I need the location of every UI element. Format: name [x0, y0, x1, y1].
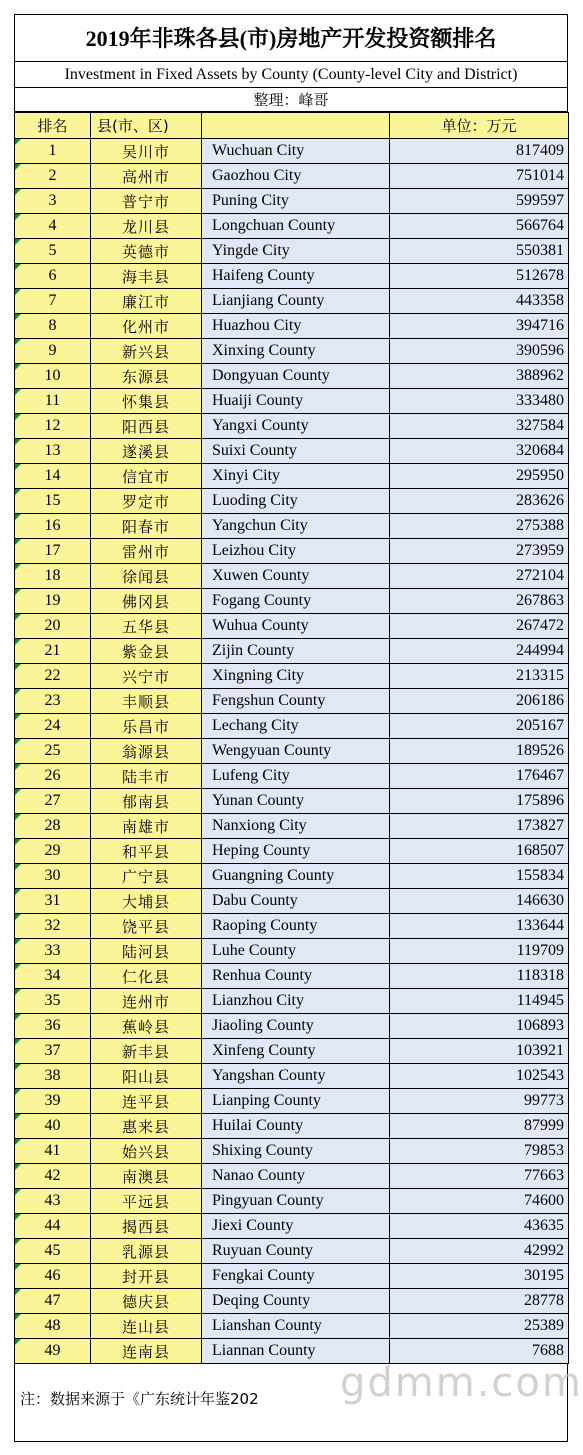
investment-value-cell: 205167	[390, 714, 569, 739]
county-name-cell: 龙川县	[91, 214, 202, 239]
table-row	[15, 214, 569, 239]
county-name-cell: 蕉岭县	[91, 1014, 202, 1039]
table-row	[15, 539, 569, 564]
table-header-row	[15, 113, 569, 139]
english-name-cell: Xinfeng County	[202, 1039, 390, 1064]
english-name-cell: Xuwen County	[202, 564, 390, 589]
header-county: 县(市、区)	[91, 113, 202, 139]
investment-value-cell: 189526	[390, 739, 569, 764]
table-row	[15, 1114, 569, 1139]
english-name-cell: Leizhou City	[202, 539, 390, 564]
table-row	[15, 514, 569, 539]
english-name-cell: Luoding City	[202, 489, 390, 514]
county-name-cell: 南雄市	[91, 814, 202, 839]
english-name-cell: Renhua County	[202, 964, 390, 989]
county-name-cell: 惠来县	[91, 1114, 202, 1139]
investment-value-cell: 320684	[390, 439, 569, 464]
county-name-cell: 和平县	[91, 839, 202, 864]
rank-cell: 16	[15, 514, 91, 539]
table-row	[15, 864, 569, 889]
rank-cell: 32	[15, 914, 91, 939]
rank-cell: 37	[15, 1039, 91, 1064]
investment-value-cell: 77663	[390, 1164, 569, 1189]
table-row	[15, 939, 569, 964]
investment-value-cell: 566764	[390, 214, 569, 239]
english-name-cell: Jiaoling County	[202, 1014, 390, 1039]
english-name-cell: Lianzhou City	[202, 989, 390, 1014]
english-name-cell: Xinyi City	[202, 464, 390, 489]
county-name-cell: 廉江市	[91, 289, 202, 314]
table-row	[15, 889, 569, 914]
table-row	[15, 989, 569, 1014]
investment-value-cell: 87999	[390, 1114, 569, 1139]
table-row	[15, 489, 569, 514]
table-row	[15, 1064, 569, 1089]
table-row	[15, 564, 569, 589]
county-name-cell: 广宁县	[91, 864, 202, 889]
table-row	[15, 614, 569, 639]
english-name-cell: Wengyuan County	[202, 739, 390, 764]
table-row	[15, 1039, 569, 1064]
investment-value-cell: 74600	[390, 1189, 569, 1214]
english-name-cell: Zijin County	[202, 639, 390, 664]
table-row	[15, 789, 569, 814]
county-name-cell: 信宜市	[91, 464, 202, 489]
rank-cell: 26	[15, 764, 91, 789]
source-note: 注：数据来源于《广东统计年鉴202	[20, 1390, 259, 1408]
table-row	[15, 764, 569, 789]
rank-cell: 10	[15, 364, 91, 389]
investment-value-cell: 244994	[390, 639, 569, 664]
watermark: gdmm.com	[340, 1360, 583, 1406]
county-name-cell: 东源县	[91, 364, 202, 389]
english-name-cell: Yangshan County	[202, 1064, 390, 1089]
county-name-cell: 罗定市	[91, 489, 202, 514]
rank-cell: 6	[15, 264, 91, 289]
county-name-cell: 连南县	[91, 1339, 202, 1364]
english-name-cell: Fengshun County	[202, 689, 390, 714]
rank-cell: 20	[15, 614, 91, 639]
table-row	[15, 389, 569, 414]
table-row	[15, 1139, 569, 1164]
investment-value-cell: 599597	[390, 189, 569, 214]
english-name-cell: Wuchuan City	[202, 139, 390, 164]
investment-value-cell: 118318	[390, 964, 569, 989]
investment-value-cell: 327584	[390, 414, 569, 439]
rank-cell: 30	[15, 864, 91, 889]
rank-cell: 39	[15, 1089, 91, 1114]
county-name-cell: 翁源县	[91, 739, 202, 764]
table-row	[15, 914, 569, 939]
county-name-cell: 平远县	[91, 1189, 202, 1214]
county-name-cell: 仁化县	[91, 964, 202, 989]
investment-value-cell: 388962	[390, 364, 569, 389]
rank-cell: 18	[15, 564, 91, 589]
rank-cell: 35	[15, 989, 91, 1014]
investment-value-cell: 394716	[390, 314, 569, 339]
investment-value-cell: 99773	[390, 1089, 569, 1114]
investment-value-cell: 7688	[390, 1339, 569, 1364]
investment-value-cell: 25389	[390, 1314, 569, 1339]
table-row	[15, 364, 569, 389]
table-row	[15, 1189, 569, 1214]
investment-value-cell: 114945	[390, 989, 569, 1014]
table-row	[15, 189, 569, 214]
county-name-cell: 佛冈县	[91, 589, 202, 614]
county-name-cell: 揭西县	[91, 1214, 202, 1239]
english-name-cell: Dongyuan County	[202, 364, 390, 389]
county-name-cell: 雷州市	[91, 539, 202, 564]
county-name-cell: 乳源县	[91, 1239, 202, 1264]
english-name-cell: Liannan County	[202, 1339, 390, 1364]
table-row	[15, 1239, 569, 1264]
investment-value-cell: 267472	[390, 614, 569, 639]
page-title: 2019年非珠各县(市)房地产开发投资额排名	[14, 14, 568, 62]
table-row	[15, 664, 569, 689]
rank-cell: 7	[15, 289, 91, 314]
english-name-cell: Yingde City	[202, 239, 390, 264]
rank-cell: 11	[15, 389, 91, 414]
english-name-cell: Longchuan County	[202, 214, 390, 239]
rank-cell: 21	[15, 639, 91, 664]
investment-value-cell: 817409	[390, 139, 569, 164]
county-name-cell: 阳山县	[91, 1064, 202, 1089]
rank-cell: 8	[15, 314, 91, 339]
investment-value-cell: 42992	[390, 1239, 569, 1264]
rank-cell: 2	[15, 164, 91, 189]
rank-cell: 38	[15, 1064, 91, 1089]
rank-cell: 17	[15, 539, 91, 564]
county-name-cell: 海丰县	[91, 264, 202, 289]
header-rank: 排名	[15, 113, 91, 139]
county-name-cell: 陆河县	[91, 939, 202, 964]
english-name-cell: Ruyuan County	[202, 1239, 390, 1264]
investment-value-cell: 272104	[390, 564, 569, 589]
english-name-cell: Nanao County	[202, 1164, 390, 1189]
english-name-cell: Lianping County	[202, 1089, 390, 1114]
english-name-cell: Heping County	[202, 839, 390, 864]
rank-cell: 41	[15, 1139, 91, 1164]
county-name-cell: 连平县	[91, 1089, 202, 1114]
rank-cell: 36	[15, 1014, 91, 1039]
english-name-cell: Lianshan County	[202, 1314, 390, 1339]
rank-cell: 34	[15, 964, 91, 989]
rank-cell: 24	[15, 714, 91, 739]
rank-cell: 43	[15, 1189, 91, 1214]
rank-cell: 13	[15, 439, 91, 464]
county-name-cell: 阳春市	[91, 514, 202, 539]
english-name-cell: Raoping County	[202, 914, 390, 939]
investment-value-cell: 30195	[390, 1264, 569, 1289]
rank-cell: 22	[15, 664, 91, 689]
county-name-cell: 普宁市	[91, 189, 202, 214]
table-row	[15, 639, 569, 664]
table-row	[15, 1164, 569, 1189]
english-name-cell: Lufeng City	[202, 764, 390, 789]
table-row	[15, 814, 569, 839]
investment-value-cell: 155834	[390, 864, 569, 889]
investment-value-cell: 283626	[390, 489, 569, 514]
county-name-cell: 遂溪县	[91, 439, 202, 464]
investment-value-cell: 333480	[390, 389, 569, 414]
english-name-cell: Guangning County	[202, 864, 390, 889]
investment-value-cell: 28778	[390, 1289, 569, 1314]
table-row	[15, 1089, 569, 1114]
english-name-cell: Suixi County	[202, 439, 390, 464]
county-name-cell: 始兴县	[91, 1139, 202, 1164]
investment-value-cell: 295950	[390, 464, 569, 489]
ranking-table	[14, 112, 569, 1364]
county-name-cell: 化州市	[91, 314, 202, 339]
english-name-cell: Xinxing County	[202, 339, 390, 364]
investment-value-cell: 173827	[390, 814, 569, 839]
county-name-cell: 高州市	[91, 164, 202, 189]
county-name-cell: 英德市	[91, 239, 202, 264]
investment-value-cell: 103921	[390, 1039, 569, 1064]
table-body	[15, 139, 569, 1364]
rank-cell: 9	[15, 339, 91, 364]
county-name-cell: 乐昌市	[91, 714, 202, 739]
investment-value-cell: 176467	[390, 764, 569, 789]
rank-cell: 12	[15, 414, 91, 439]
investment-value-cell: 213315	[390, 664, 569, 689]
county-name-cell: 封开县	[91, 1264, 202, 1289]
english-name-cell: Nanxiong City	[202, 814, 390, 839]
investment-value-cell: 751014	[390, 164, 569, 189]
investment-value-cell: 267863	[390, 589, 569, 614]
rank-cell: 29	[15, 839, 91, 864]
rank-cell: 47	[15, 1289, 91, 1314]
table-row	[15, 464, 569, 489]
rank-cell: 42	[15, 1164, 91, 1189]
investment-value-cell: 390596	[390, 339, 569, 364]
county-name-cell: 连州市	[91, 989, 202, 1014]
table-row	[15, 264, 569, 289]
investment-value-cell: 168507	[390, 839, 569, 864]
table-row	[15, 164, 569, 189]
english-name-cell: Deqing County	[202, 1289, 390, 1314]
investment-value-cell: 443358	[390, 289, 569, 314]
rank-cell: 5	[15, 239, 91, 264]
table-row	[15, 239, 569, 264]
english-name-cell: Yangchun City	[202, 514, 390, 539]
county-name-cell: 新丰县	[91, 1039, 202, 1064]
county-name-cell: 郁南县	[91, 789, 202, 814]
english-name-cell: Lechang City	[202, 714, 390, 739]
english-name-cell: Huazhou City	[202, 314, 390, 339]
english-name-cell: Fengkai County	[202, 1264, 390, 1289]
rank-cell: 49	[15, 1339, 91, 1364]
investment-value-cell: 206186	[390, 689, 569, 714]
english-name-cell: Huilai County	[202, 1114, 390, 1139]
rank-cell: 45	[15, 1239, 91, 1264]
rank-cell: 40	[15, 1114, 91, 1139]
investment-value-cell: 275388	[390, 514, 569, 539]
english-name-cell: Huaiji County	[202, 389, 390, 414]
investment-value-cell: 146630	[390, 889, 569, 914]
investment-value-cell: 102543	[390, 1064, 569, 1089]
rank-cell: 48	[15, 1314, 91, 1339]
rank-cell: 27	[15, 789, 91, 814]
rank-cell: 31	[15, 889, 91, 914]
county-name-cell: 饶平县	[91, 914, 202, 939]
english-name-cell: Jiexi County	[202, 1214, 390, 1239]
english-name-cell: Puning City	[202, 189, 390, 214]
investment-value-cell: 512678	[390, 264, 569, 289]
table-row	[15, 1264, 569, 1289]
county-name-cell: 新兴县	[91, 339, 202, 364]
investment-value-cell: 119709	[390, 939, 569, 964]
english-name-cell: Lianjiang County	[202, 289, 390, 314]
county-name-cell: 陆丰市	[91, 764, 202, 789]
rank-cell: 46	[15, 1264, 91, 1289]
english-name-cell: Shixing County	[202, 1139, 390, 1164]
rank-cell: 44	[15, 1214, 91, 1239]
rank-cell: 15	[15, 489, 91, 514]
rank-cell: 23	[15, 689, 91, 714]
table-row	[15, 289, 569, 314]
rank-cell: 33	[15, 939, 91, 964]
english-name-cell: Haifeng County	[202, 264, 390, 289]
english-name-cell: Wuhua County	[202, 614, 390, 639]
table-row	[15, 689, 569, 714]
english-name-cell: Pingyuan County	[202, 1189, 390, 1214]
english-name-cell: Gaozhou City	[202, 164, 390, 189]
table-row	[15, 964, 569, 989]
table-row	[15, 739, 569, 764]
table-row	[15, 1214, 569, 1239]
county-name-cell: 怀集县	[91, 389, 202, 414]
rank-cell: 25	[15, 739, 91, 764]
table-row	[15, 314, 569, 339]
investment-value-cell: 273959	[390, 539, 569, 564]
table-row	[15, 339, 569, 364]
english-name-cell: Dabu County	[202, 889, 390, 914]
county-name-cell: 徐闻县	[91, 564, 202, 589]
investment-value-cell: 133644	[390, 914, 569, 939]
table-row	[15, 839, 569, 864]
compiler-credit: 整理：峰哥	[14, 88, 568, 112]
english-name-cell: Yangxi County	[202, 414, 390, 439]
english-name-cell: Yunan County	[202, 789, 390, 814]
table-row	[15, 439, 569, 464]
rank-cell: 14	[15, 464, 91, 489]
county-name-cell: 丰顺县	[91, 689, 202, 714]
table-row	[15, 1289, 569, 1314]
investment-value-cell: 175896	[390, 789, 569, 814]
county-name-cell: 阳西县	[91, 414, 202, 439]
header-unit: 单位：万元	[390, 113, 569, 139]
english-name-cell: Fogang County	[202, 589, 390, 614]
table-row	[15, 1314, 569, 1339]
table-row	[15, 1014, 569, 1039]
county-name-cell: 大埔县	[91, 889, 202, 914]
rank-cell: 28	[15, 814, 91, 839]
investment-value-cell: 550381	[390, 239, 569, 264]
investment-value-cell: 106893	[390, 1014, 569, 1039]
rank-cell: 4	[15, 214, 91, 239]
english-name-cell: Luhe County	[202, 939, 390, 964]
page-subtitle: Investment in Fixed Assets by County (County-level City and District)	[14, 62, 568, 88]
county-name-cell: 南澳县	[91, 1164, 202, 1189]
table-row	[15, 714, 569, 739]
county-name-cell: 连山县	[91, 1314, 202, 1339]
county-name-cell: 紫金县	[91, 639, 202, 664]
rank-cell: 3	[15, 189, 91, 214]
county-name-cell: 吴川市	[91, 139, 202, 164]
county-name-cell: 德庆县	[91, 1289, 202, 1314]
english-name-cell: Xingning City	[202, 664, 390, 689]
table-row	[15, 414, 569, 439]
investment-value-cell: 43635	[390, 1214, 569, 1239]
header-english	[202, 113, 390, 139]
table-row	[15, 139, 569, 164]
table-row	[15, 589, 569, 614]
rank-cell: 19	[15, 589, 91, 614]
investment-value-cell: 79853	[390, 1139, 569, 1164]
county-name-cell: 兴宁市	[91, 664, 202, 689]
rank-cell: 1	[15, 139, 91, 164]
county-name-cell: 五华县	[91, 614, 202, 639]
